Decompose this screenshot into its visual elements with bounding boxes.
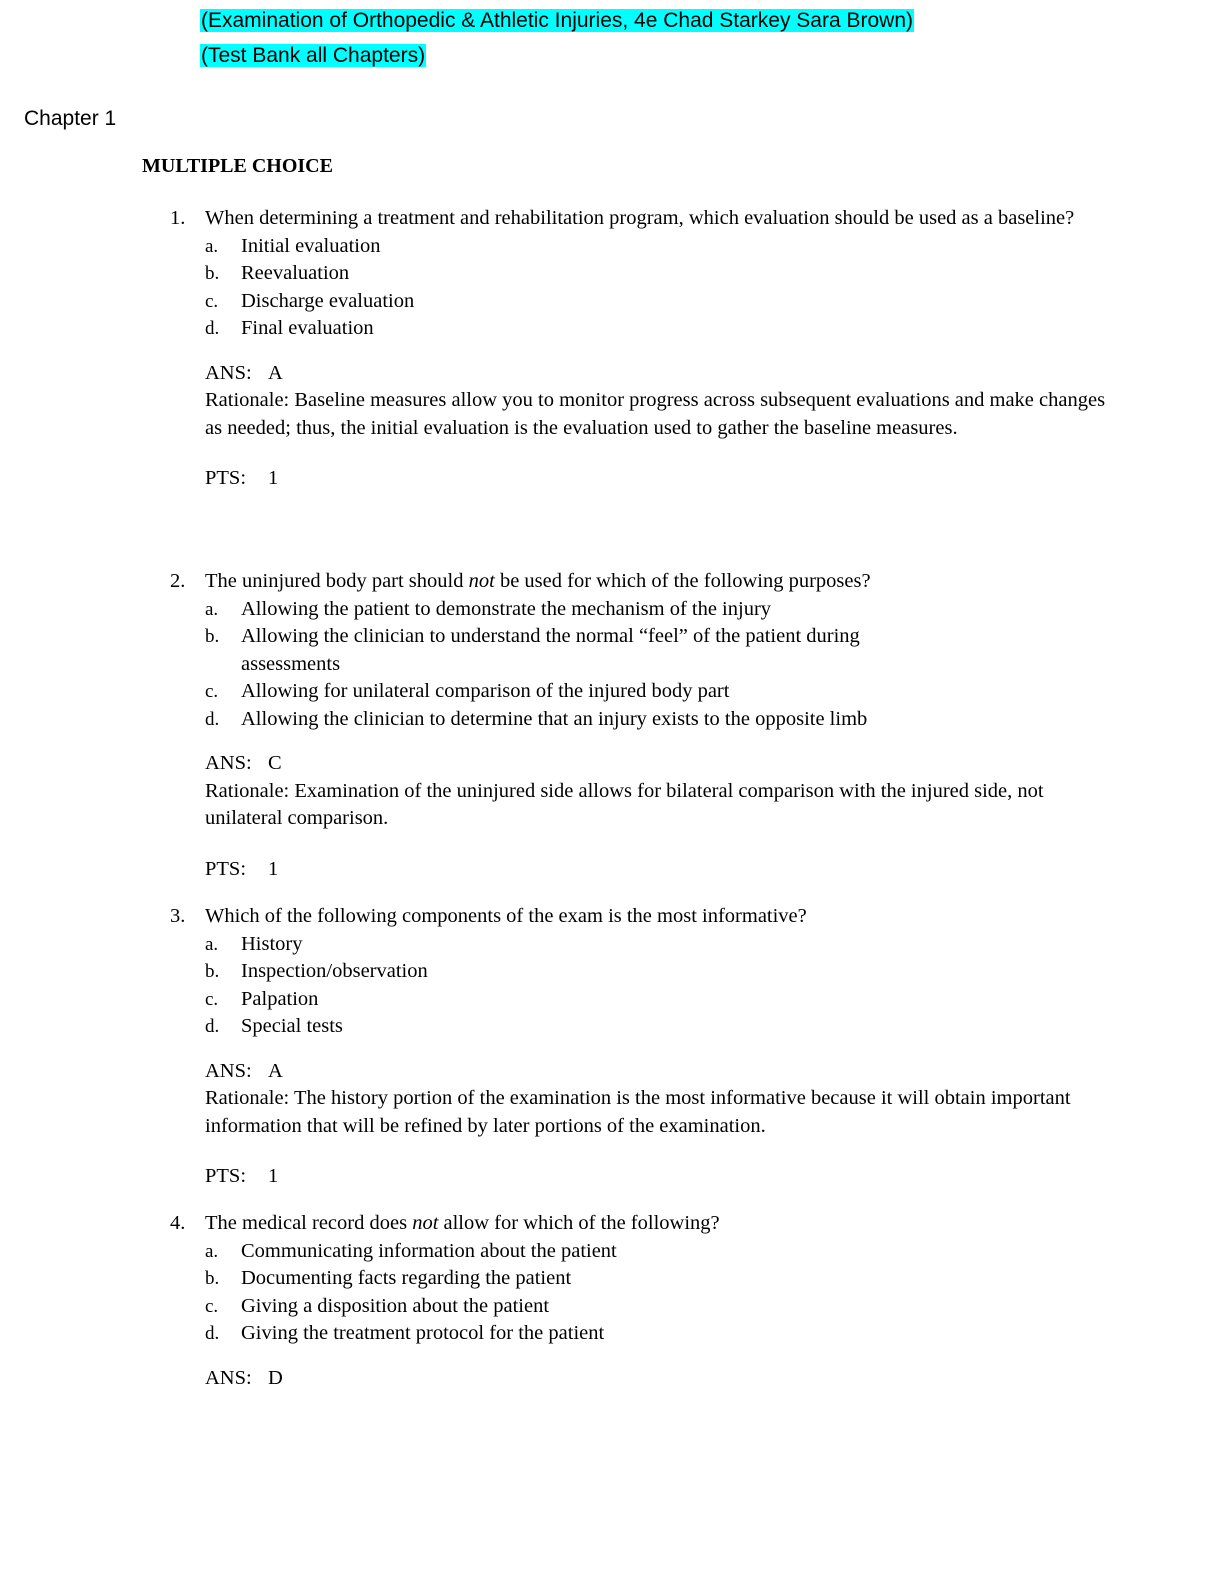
option-a xyxy=(205,596,1110,624)
chapter-heading: Chapter 1 xyxy=(24,107,117,130)
question-number: 3. xyxy=(170,905,186,927)
option-d xyxy=(205,315,1110,343)
question-4 xyxy=(170,1210,1110,1392)
option-text: Discharge evaluation xyxy=(241,289,415,312)
answer-label: ANS: xyxy=(205,1059,252,1082)
rationale: Rationale: Examination of the uninjured side allows for bilateral comparison with the injured side, not unilateral comparison. xyxy=(205,779,1044,829)
option-letter: c. xyxy=(205,988,219,1010)
answer-label: ANS: xyxy=(205,1366,252,1389)
option-letter: b. xyxy=(205,1268,220,1289)
answer-line xyxy=(205,360,1110,388)
option-text: Initial evaluation xyxy=(241,234,381,257)
answer-line xyxy=(205,1365,1110,1393)
option-text: Final evaluation xyxy=(241,317,374,339)
option-text: History xyxy=(241,932,303,955)
header-title-line-2 xyxy=(200,43,426,69)
question-stem xyxy=(170,568,1110,596)
answer-line xyxy=(205,750,1110,778)
option-text: Allowing the patient to demonstrate the mechanism of the injury xyxy=(241,597,772,620)
answer-value: A xyxy=(268,1059,283,1082)
option-c xyxy=(205,678,1110,706)
option-letter: b. xyxy=(205,263,220,284)
option-b xyxy=(205,1265,1110,1293)
points-line xyxy=(205,856,1110,884)
option-text: Inspection/observation xyxy=(241,960,428,982)
question-text-after: allow for which of the following? xyxy=(438,1212,720,1234)
option-text: Giving the treatment protocol for the patient xyxy=(241,1322,605,1344)
option-b xyxy=(205,958,1110,986)
option-letter: d. xyxy=(205,708,220,730)
answer-value: C xyxy=(268,752,282,774)
points-value: 1 xyxy=(268,1165,279,1187)
question-3 xyxy=(170,903,1110,1191)
rationale: Rationale: The history portion of the examination is the most informative because it will obtain important information that will be refined by later portions of the examination. xyxy=(205,1087,1071,1137)
option-a xyxy=(205,233,1110,261)
option-text: Communicating information about the patient xyxy=(241,1239,617,1262)
option-letter: c. xyxy=(205,681,219,702)
answer-value: D xyxy=(268,1366,283,1389)
answer-label: ANS: xyxy=(205,361,252,384)
points-line xyxy=(205,1163,1110,1191)
option-letter: a. xyxy=(205,1240,219,1262)
option-letter: d. xyxy=(205,318,220,339)
option-a xyxy=(205,931,1110,959)
option-d xyxy=(205,706,1110,734)
question-stem xyxy=(170,903,1110,931)
option-letter: d. xyxy=(205,1016,220,1037)
points-line xyxy=(205,465,1110,493)
question-text: When determining a treatment and rehabilitation program, which evaluation should be used as a baseline? xyxy=(205,207,1075,229)
points-label: PTS: xyxy=(205,1165,247,1187)
option-text: Allowing the clinician to understand the normal “feel” of the patient during assessments xyxy=(241,625,860,675)
question-2 xyxy=(170,568,1110,883)
option-text: Documenting facts regarding the patient xyxy=(241,1267,572,1289)
option-letter: b. xyxy=(205,626,220,647)
option-c xyxy=(205,986,1110,1014)
option-c xyxy=(205,288,1110,316)
option-a xyxy=(205,1238,1110,1266)
question-text xyxy=(205,1210,1110,1238)
question-stem xyxy=(170,205,1110,233)
question-text: Which of the following components of the exam is the most informative? xyxy=(205,905,807,927)
header-title-highlight-2: (Test Bank all Chapters) xyxy=(201,44,426,67)
question-stem xyxy=(170,1210,1110,1238)
option-d xyxy=(205,1013,1110,1041)
option-letter: b. xyxy=(205,961,220,982)
option-text: Allowing the clinician to determine that an injury exists to the opposite limb xyxy=(241,707,868,730)
option-letter: c. xyxy=(205,290,219,312)
question-number: 2. xyxy=(170,570,186,592)
question-text xyxy=(205,568,1110,596)
question-1 xyxy=(170,205,1110,493)
points-label: PTS: xyxy=(205,467,247,489)
option-c xyxy=(205,1293,1110,1321)
option-text: Palpation xyxy=(241,987,319,1010)
section-heading: MULTIPLE CHOICE xyxy=(142,155,333,177)
question-number: 4. xyxy=(170,1212,186,1234)
option-text: Allowing for unilateral comparison of the injured body part xyxy=(241,680,730,702)
question-text-emphasis: not xyxy=(412,1212,439,1234)
header-title-line-1 xyxy=(200,8,914,34)
answer-value: A xyxy=(268,361,283,384)
question-text-before: The medical record does xyxy=(205,1212,413,1234)
points-label: PTS: xyxy=(205,857,247,880)
option-text: Giving a disposition about the patient xyxy=(241,1294,550,1317)
option-b xyxy=(205,260,1110,288)
option-letter: a. xyxy=(205,235,219,257)
option-letter: a. xyxy=(205,933,219,955)
option-letter: c. xyxy=(205,1295,219,1317)
header-title-highlight-1: (Examination of Orthopedic & Athletic Injuries, 4e Chad Starkey Sara Brown) xyxy=(201,9,914,32)
points-value: 1 xyxy=(268,857,279,880)
option-letter: d. xyxy=(205,1323,220,1344)
option-d xyxy=(205,1320,1110,1348)
option-text: Reevaluation xyxy=(241,262,350,284)
answer-label: ANS: xyxy=(205,752,252,774)
option-b xyxy=(205,623,1110,678)
question-text-after: be used for which of the following purposes? xyxy=(494,570,871,592)
points-value: 1 xyxy=(268,467,279,489)
option-letter: a. xyxy=(205,598,219,620)
rationale: Rationale: Baseline measures allow you to monitor progress across subsequent evaluations and make changes as needed; thus, the initial evaluation is the evaluation used to gather the baseline measures. xyxy=(205,389,1106,439)
question-number: 1. xyxy=(170,207,186,229)
option-text: Special tests xyxy=(241,1015,343,1037)
question-text-before: The uninjured body part should xyxy=(205,570,469,592)
answer-line xyxy=(205,1058,1110,1086)
question-text-emphasis: not xyxy=(468,570,495,592)
